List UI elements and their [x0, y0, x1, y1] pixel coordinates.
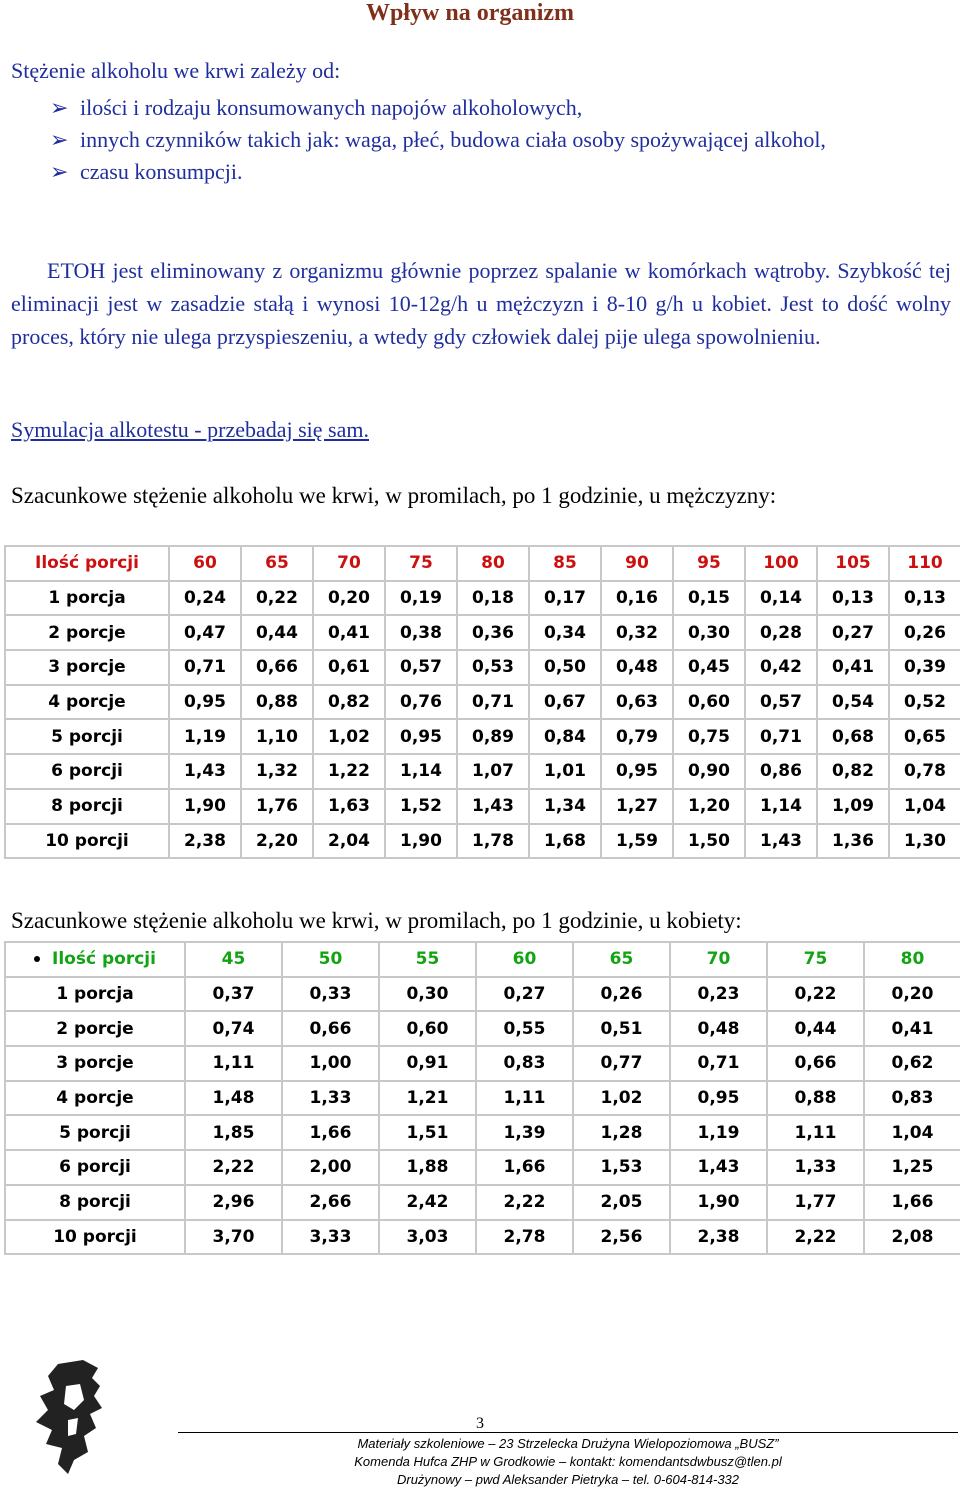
footer	[178, 1432, 958, 1489]
table-row	[5, 650, 960, 685]
header-cell	[889, 546, 960, 581]
table-cell: 1,11	[185, 1046, 282, 1081]
table-cell: 1,90	[169, 789, 241, 824]
table-cell: 3,33	[282, 1220, 379, 1255]
header-cell	[745, 546, 817, 581]
table-cell: 2,20	[241, 824, 313, 859]
row-label-cell: 1 porcja	[5, 977, 185, 1012]
table-cell: 1,68	[529, 824, 601, 859]
table-cell: 2,00	[282, 1150, 379, 1185]
table-cell: 0,95	[169, 685, 241, 720]
row-label-cell: 4 porcje	[5, 1081, 185, 1116]
table-cell: 1,22	[313, 754, 385, 789]
table-cell: 0,62	[864, 1046, 960, 1081]
table-cell: 2,22	[185, 1150, 282, 1185]
row-label-cell: 10 porcji	[5, 824, 169, 859]
table-row	[5, 615, 960, 650]
table-cell: 0,32	[601, 615, 673, 650]
table-cell: 0,15	[673, 581, 745, 616]
table-cell: 0,50	[529, 650, 601, 685]
table-cell: 0,60	[379, 1011, 476, 1046]
table-cell: 1,85	[185, 1115, 282, 1150]
table-cell: 1,10	[241, 719, 313, 754]
row-label-cell: 10 porcji	[5, 1220, 185, 1255]
table-cell: 0,13	[817, 581, 889, 616]
table-cell: 0,48	[670, 1011, 767, 1046]
row-label-cell: 5 porcji	[5, 1115, 185, 1150]
row-label-cell: 4 porcje	[5, 685, 169, 720]
table-cell: 0,41	[313, 615, 385, 650]
header-cell-text: 90	[625, 553, 649, 574]
table-cell: 1,04	[864, 1115, 960, 1150]
table-cell: 0,22	[767, 977, 864, 1012]
table-cell: 0,88	[767, 1081, 864, 1116]
page-number: 3	[476, 1415, 484, 1432]
table-cell: 0,18	[457, 581, 529, 616]
table-cell: 1,50	[673, 824, 745, 859]
table-cell: 0,41	[817, 650, 889, 685]
paragraph-text-2: Jest to dość wolny proces, który nie ulega przyspieszeniu, a wtedy gdy człowiek dalej pije ulega spowolnieniu.	[11, 291, 951, 349]
table-cell: 1,32	[241, 754, 313, 789]
list-item	[50, 156, 950, 188]
table-cell: 1,19	[670, 1115, 767, 1150]
table-cell: 0,65	[889, 719, 960, 754]
header-cell-text: 85	[553, 553, 577, 574]
table-cell: 0,57	[385, 650, 457, 685]
table-cell: 0,27	[476, 977, 573, 1012]
table-cell: 0,84	[529, 719, 601, 754]
table-cell: 0,22	[241, 581, 313, 616]
bullet-list	[50, 92, 950, 188]
table-cell: 0,55	[476, 1011, 573, 1046]
table-cell: 2,38	[169, 824, 241, 859]
table-cell: 0,71	[457, 685, 529, 720]
header-cell	[5, 942, 185, 977]
table-cell: 1,43	[169, 754, 241, 789]
table-cell: 0,74	[185, 1011, 282, 1046]
table-cell: 1,66	[476, 1150, 573, 1185]
header-cell	[673, 546, 745, 581]
table-cell: 1,11	[476, 1081, 573, 1116]
header-cell-text: 65	[265, 553, 289, 574]
table-row	[5, 719, 960, 754]
header-cell-text: 75	[803, 949, 828, 970]
table-cell: 0,77	[573, 1046, 670, 1081]
table-cell: 0,79	[601, 719, 673, 754]
table-cell: 1,33	[767, 1150, 864, 1185]
table-cell: 3,70	[185, 1220, 282, 1255]
table-cell: 0,14	[745, 581, 817, 616]
table-cell: 1,90	[670, 1185, 767, 1220]
table-cell: 0,53	[457, 650, 529, 685]
table-row	[5, 1150, 960, 1185]
row-label-cell: 2 porcje	[5, 1011, 185, 1046]
table-cell: 1,01	[529, 754, 601, 789]
table-row	[5, 754, 960, 789]
table-cell: 1,52	[385, 789, 457, 824]
women-table-heading: Szacunkowe stężenie alkoholu we krwi, w promilach, po 1 godzinie, u kobiety:	[11, 908, 742, 933]
table-cell: 0,76	[385, 685, 457, 720]
header-cell	[767, 942, 864, 977]
table-row	[5, 789, 960, 824]
table-cell: 0,88	[241, 685, 313, 720]
table-cell: 0,68	[817, 719, 889, 754]
table-cell: 1,78	[457, 824, 529, 859]
bullet-dot-icon	[34, 956, 40, 962]
footer-line: Drużynowy – pwd Aleksander Pietryka – tel. 0-604-814-332	[396, 1472, 740, 1487]
body-paragraph	[11, 254, 951, 353]
table-cell: 1,63	[313, 789, 385, 824]
table-row	[5, 977, 960, 1012]
table-cell: 2,04	[313, 824, 385, 859]
table-cell: 0,82	[817, 754, 889, 789]
table-cell: 0,95	[601, 754, 673, 789]
table-cell: 1,39	[476, 1115, 573, 1150]
table-cell: 0,89	[457, 719, 529, 754]
alcotest-simulation-link[interactable]: Symulacja alkotestu - przebadaj się sam.	[11, 417, 369, 442]
table-cell: 2,38	[670, 1220, 767, 1255]
header-cell-text: 55	[415, 949, 440, 970]
table-row	[5, 1011, 960, 1046]
women-bac-table	[4, 941, 960, 1255]
table-cell: 1,48	[185, 1081, 282, 1116]
table-cell: 0,83	[476, 1046, 573, 1081]
header-cell	[385, 546, 457, 581]
table-cell: 0,71	[670, 1046, 767, 1081]
table-cell: 0,45	[673, 650, 745, 685]
table-cell: 1,43	[457, 789, 529, 824]
table-cell: 1,02	[573, 1081, 670, 1116]
table-row	[5, 581, 960, 616]
table-cell: 0,27	[817, 615, 889, 650]
header-cell-text: Ilość porcji	[35, 553, 139, 574]
list-item	[50, 124, 950, 156]
table-cell: 1,19	[169, 719, 241, 754]
header-cell	[313, 546, 385, 581]
table-cell: 0,26	[889, 615, 960, 650]
table-cell: 0,30	[379, 977, 476, 1012]
header-cell	[241, 546, 313, 581]
table-cell: 1,66	[864, 1185, 960, 1220]
table-cell: 1,43	[745, 824, 817, 859]
table-cell: 0,95	[385, 719, 457, 754]
table-cell: 0,66	[282, 1011, 379, 1046]
header-cell-text: 60	[512, 949, 537, 970]
table-cell: 2,42	[379, 1185, 476, 1220]
table-header-row	[5, 942, 960, 977]
arrow-bullet-icon: ➢	[50, 159, 69, 184]
table-cell: 1,43	[670, 1150, 767, 1185]
paragraph-text-1: ETOH jest eliminowany z organizmu głównie poprzez spalanie w komórkach wątroby. Szybkość tej eliminacji jest w zasadzie stałą i wynosi 10-12g/h u mężczyzn i 8-10 g/h u kobiet.	[11, 258, 951, 316]
table-cell: 0,82	[313, 685, 385, 720]
table-cell: 1,02	[313, 719, 385, 754]
table-cell: 0,17	[529, 581, 601, 616]
table-cell: 0,20	[313, 581, 385, 616]
table-cell: 1,14	[385, 754, 457, 789]
list-item-text: czasu konsumpcji.	[80, 159, 243, 184]
table-cell: 1,53	[573, 1150, 670, 1185]
row-label-cell: 6 porcji	[5, 1150, 185, 1185]
row-label-cell: 3 porcje	[5, 1046, 185, 1081]
list-item-text: innych czynników takich jak: waga, płeć, budowa ciała osoby spożywającej alkohol,	[80, 127, 826, 152]
table-cell: 0,41	[864, 1011, 960, 1046]
table-row	[5, 1046, 960, 1081]
table-cell: 0,47	[169, 615, 241, 650]
table-cell: 2,78	[476, 1220, 573, 1255]
table-cell: 1,76	[241, 789, 313, 824]
table-cell: 1,00	[282, 1046, 379, 1081]
row-label-cell: 8 porcji	[5, 1185, 185, 1220]
table-header-row	[5, 546, 960, 581]
table-row	[5, 824, 960, 859]
arrow-bullet-icon: ➢	[50, 95, 69, 120]
table-cell: 0,52	[889, 685, 960, 720]
row-label-cell: 1 porcja	[5, 581, 169, 616]
header-cell-text: 105	[835, 553, 871, 574]
header-cell	[529, 546, 601, 581]
header-cell-text: 45	[221, 949, 246, 970]
list-item-text: ilości i rodzaju konsumowanych napojów alkoholowych,	[80, 95, 583, 120]
table-cell: 1,25	[864, 1150, 960, 1185]
table-cell: 0,23	[670, 977, 767, 1012]
table-cell: 1,88	[379, 1150, 476, 1185]
header-cell	[670, 942, 767, 977]
table-cell: 0,90	[673, 754, 745, 789]
table-cell: 0,38	[385, 615, 457, 650]
table-cell: 0,71	[169, 650, 241, 685]
arrow-bullet-icon: ➢	[50, 127, 69, 152]
table-cell: 1,36	[817, 824, 889, 859]
table-cell: 0,86	[745, 754, 817, 789]
table-cell: 0,37	[185, 977, 282, 1012]
header-cell-text: 75	[409, 553, 433, 574]
table-cell: 1,14	[745, 789, 817, 824]
table-cell: 1,90	[385, 824, 457, 859]
header-cell-text: 80	[900, 949, 925, 970]
table-cell: 0,39	[889, 650, 960, 685]
table-row	[5, 1115, 960, 1150]
intro-line: Stężenie alkoholu we krwi zależy od:	[11, 58, 341, 83]
header-cell-text: 65	[609, 949, 634, 970]
table-row	[5, 685, 960, 720]
scout-logo-icon	[28, 1356, 116, 1476]
table-cell: 2,56	[573, 1220, 670, 1255]
header-cell	[185, 942, 282, 977]
header-cell-text: 60	[193, 553, 217, 574]
table-cell: 0,61	[313, 650, 385, 685]
table-cell: 0,48	[601, 650, 673, 685]
table-row	[5, 1185, 960, 1220]
header-cell	[476, 942, 573, 977]
table-cell: 0,34	[529, 615, 601, 650]
header-cell	[5, 546, 169, 581]
table-row	[5, 1081, 960, 1116]
table-cell: 1,04	[889, 789, 960, 824]
table-cell: 0,67	[529, 685, 601, 720]
table-cell: 1,66	[282, 1115, 379, 1150]
table-cell: 0,13	[889, 581, 960, 616]
header-cell	[282, 942, 379, 977]
table-cell: 2,05	[573, 1185, 670, 1220]
table-cell: 1,34	[529, 789, 601, 824]
table-cell: 2,66	[282, 1185, 379, 1220]
table-cell: 1,51	[379, 1115, 476, 1150]
header-cell-text: 70	[706, 949, 731, 970]
table-cell: 0,83	[864, 1081, 960, 1116]
table-cell: 0,44	[241, 615, 313, 650]
table-cell: 1,27	[601, 789, 673, 824]
header-cell-text: 50	[318, 949, 343, 970]
header-cell	[817, 546, 889, 581]
table-cell: 0,91	[379, 1046, 476, 1081]
table-cell: 1,59	[601, 824, 673, 859]
table-cell: 0,75	[673, 719, 745, 754]
row-label-cell: 5 porcji	[5, 719, 169, 754]
table-cell: 2,22	[476, 1185, 573, 1220]
table-cell: 0,54	[817, 685, 889, 720]
footer-line: Komenda Hufca ZHP w Grodkowie – kontakt: komendantsdwbusz@tlen.pl	[354, 1454, 782, 1469]
table-cell: 0,63	[601, 685, 673, 720]
table-cell: 0,16	[601, 581, 673, 616]
header-cell-text: 80	[481, 553, 505, 574]
table-cell: 1,28	[573, 1115, 670, 1150]
table-cell: 0,42	[745, 650, 817, 685]
table-row	[5, 1220, 960, 1255]
table-cell: 0,24	[169, 581, 241, 616]
table-cell: 3,03	[379, 1220, 476, 1255]
header-cell-text: 95	[697, 553, 721, 574]
table-cell: 0,30	[673, 615, 745, 650]
header-cell-text: 110	[907, 553, 943, 574]
table-cell: 0,71	[745, 719, 817, 754]
page-title: Wpływ na organizm	[366, 0, 575, 26]
header-cell-text: 100	[763, 553, 799, 574]
table-cell: 0,26	[573, 977, 670, 1012]
table-cell: 1,30	[889, 824, 960, 859]
table-cell: 2,96	[185, 1185, 282, 1220]
table-cell: 0,57	[745, 685, 817, 720]
table-cell: 0,60	[673, 685, 745, 720]
header-cell	[379, 942, 476, 977]
footer-line: Materiały szkoleniowe – 23 Strzelecka Drużyna Wielopoziomowa „BUSZ”	[357, 1436, 779, 1451]
list-item	[50, 92, 950, 124]
row-label-cell: 8 porcji	[5, 789, 169, 824]
table-cell: 0,28	[745, 615, 817, 650]
header-cell	[601, 546, 673, 581]
table-cell: 0,66	[241, 650, 313, 685]
row-label-cell: 3 porcje	[5, 650, 169, 685]
table-cell: 1,20	[673, 789, 745, 824]
table-cell: 0,36	[457, 615, 529, 650]
row-label-cell: 2 porcje	[5, 615, 169, 650]
table-cell: 2,22	[767, 1220, 864, 1255]
header-cell	[457, 546, 529, 581]
table-cell: 1,09	[817, 789, 889, 824]
table-cell: 1,33	[282, 1081, 379, 1116]
men-bac-table	[4, 545, 960, 859]
table-cell: 1,77	[767, 1185, 864, 1220]
header-cell	[169, 546, 241, 581]
men-table-heading: Szacunkowe stężenie alkoholu we krwi, w promilach, po 1 godzinie, u mężczyzny:	[11, 483, 777, 508]
table-cell: 1,07	[457, 754, 529, 789]
table-cell: 0,33	[282, 977, 379, 1012]
table-cell: 0,78	[889, 754, 960, 789]
table-cell: 0,20	[864, 977, 960, 1012]
header-cell	[573, 942, 670, 977]
table-cell: 0,44	[767, 1011, 864, 1046]
table-cell: 1,21	[379, 1081, 476, 1116]
header-cell	[864, 942, 960, 977]
table-cell: 0,95	[670, 1081, 767, 1116]
header-cell-text: 70	[337, 553, 361, 574]
table-cell: 0,51	[573, 1011, 670, 1046]
row-label-cell: 6 porcji	[5, 754, 169, 789]
table-cell: 0,66	[767, 1046, 864, 1081]
table-cell: 0,19	[385, 581, 457, 616]
header-cell-text: Ilość porcji	[52, 949, 156, 970]
table-cell: 2,08	[864, 1220, 960, 1255]
table-cell: 1,11	[767, 1115, 864, 1150]
